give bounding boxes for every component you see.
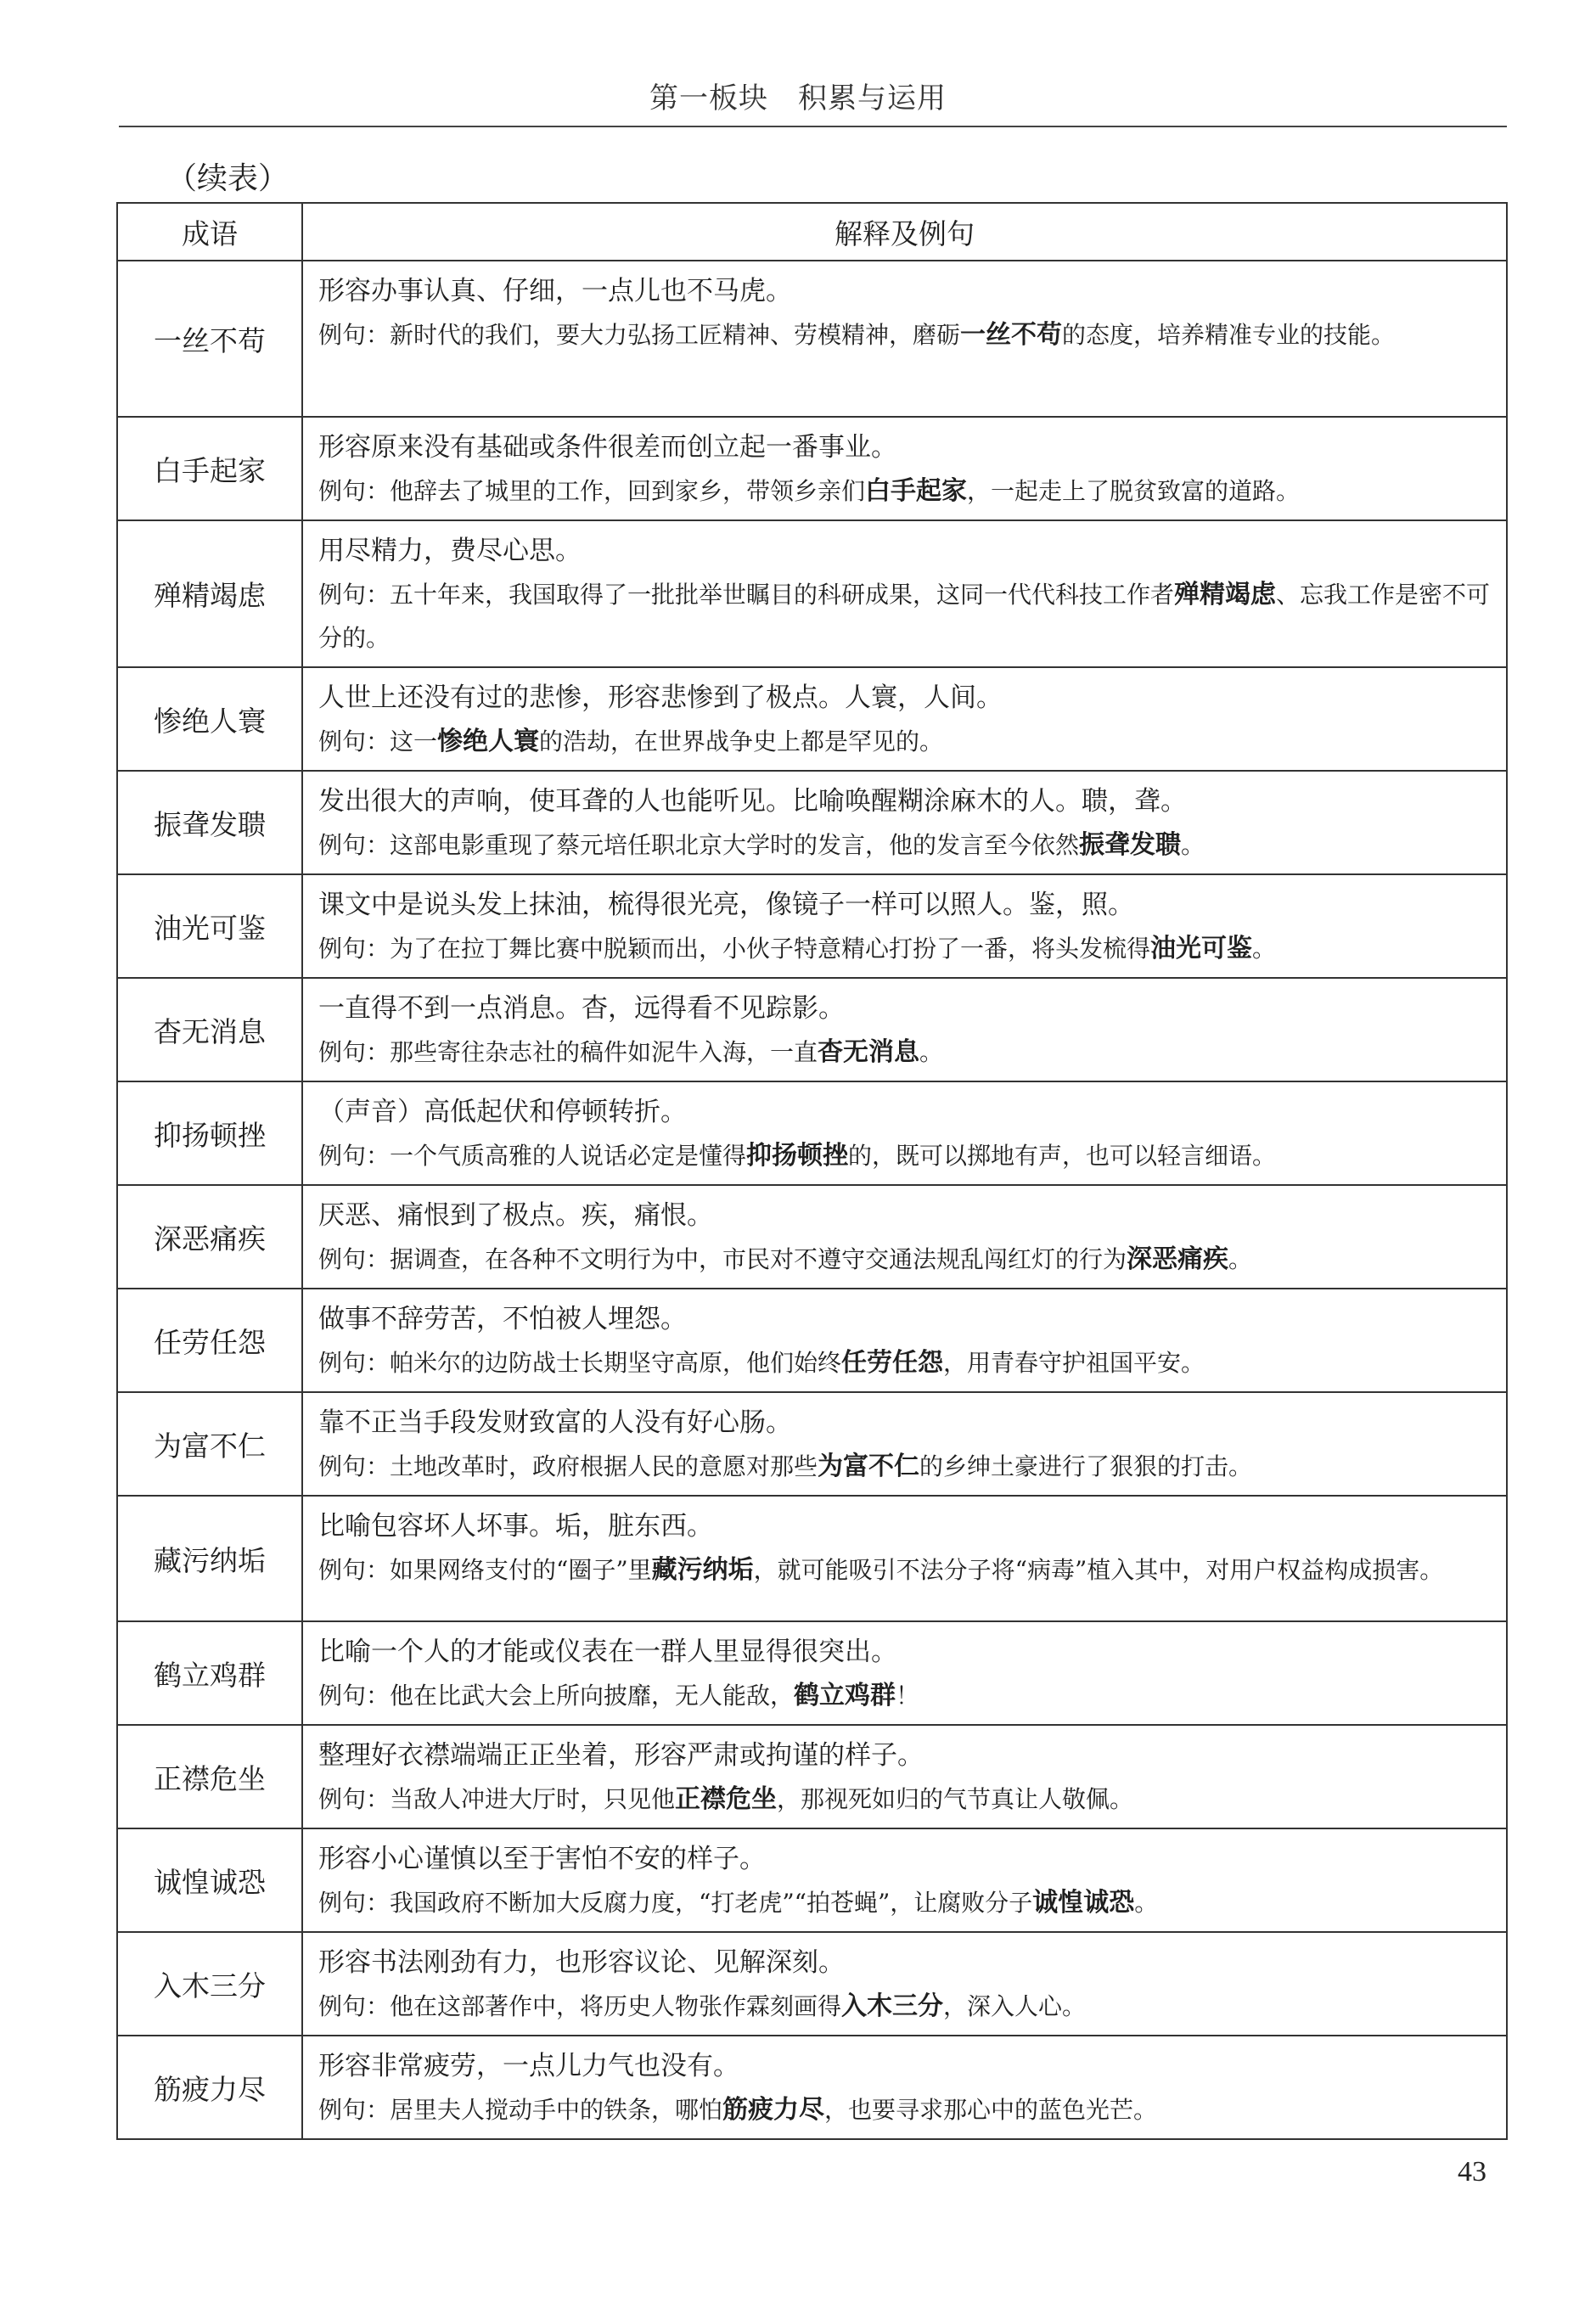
explanation-cell — [302, 1621, 1507, 1725]
example-text-after: ，就可能吸引不法分子将“病毒”植入其中，对用户权益构成损害。 — [753, 1556, 1444, 1584]
table-body — [117, 261, 1507, 2139]
table-row — [117, 1828, 1507, 1932]
example-sentence — [318, 1674, 1494, 1717]
example-sentence — [318, 1031, 1494, 1074]
meaning-text: 课文中是说头发上抹油，梳得很光亮，像镜子一样可以照人。鉴，照。 — [318, 890, 1134, 920]
explanation-cell — [302, 261, 1507, 417]
idiom-cell: 诚惶诚恐 — [117, 1828, 302, 1932]
explanation-cell — [302, 2036, 1507, 2139]
example-text-after: 的态度，培养精准专业的技能。 — [1062, 321, 1396, 349]
example-sentence — [318, 1778, 1494, 1821]
example-sentence — [318, 313, 1494, 357]
example-sentence — [318, 1341, 1494, 1384]
idiom-cell: 藏污纳垢 — [117, 1496, 302, 1621]
idiom-cell: 为富不仁 — [117, 1392, 302, 1496]
example-text-before: 例句：他在这部著作中，将历史人物张作霖刻画得 — [318, 1992, 842, 2020]
example-idiom-highlight: 鹤立鸡群 — [794, 1681, 896, 1710]
example-text-before: 例句：这部电影重现了蔡元培任职北京大学时的发言，他的发言至今依然 — [318, 831, 1080, 859]
example-sentence — [318, 1985, 1494, 2028]
example-text-before: 例句：一个气质高雅的人说话必定是懂得 — [318, 1142, 747, 1170]
meaning-text: 形容非常疲劳，一点儿力气也没有。 — [318, 2051, 739, 2081]
example-sentence — [318, 1238, 1494, 1281]
example-text-after: 的乡绅土豪进行了狠狠的打击。 — [919, 1452, 1253, 1480]
example-text-before: 例句：当敌人冲进大厅时，只见他 — [318, 1785, 676, 1813]
example-text-before: 例句：居里夫人搅动手中的铁条，哪怕 — [318, 2096, 723, 2124]
table-row — [117, 417, 1507, 520]
explanation-cell — [302, 771, 1507, 874]
example-idiom-highlight: 筋疲力尽 — [722, 2095, 825, 2125]
example-sentence — [318, 720, 1494, 763]
example-idiom-highlight: 一丝不苟 — [960, 320, 1063, 350]
example-sentence — [318, 927, 1494, 970]
example-sentence — [318, 1445, 1494, 1488]
explanation-cell — [302, 667, 1507, 771]
explanation-cell — [302, 1496, 1507, 1621]
idiom-cell: 入木三分 — [117, 1932, 302, 2036]
header-divider — [119, 126, 1507, 127]
meaning-text: 靠不正当手段发财致富的人没有好心肠。 — [318, 1407, 792, 1438]
table-row — [117, 771, 1507, 874]
idiom-cell: 深恶痛疾 — [117, 1185, 302, 1289]
example-text-before: 例句：为了在拉丁舞比赛中脱颖而出，小伙子特意精心打扮了一番，将头发梳得 — [318, 935, 1151, 963]
table-row — [117, 1185, 1507, 1289]
example-idiom-highlight: 杳无消息 — [818, 1037, 920, 1067]
explanation-cell — [302, 520, 1507, 667]
running-header: 第一板块 积累与运用 — [649, 81, 947, 115]
example-text-after: 、忘我工作是密不可分的。 — [318, 581, 1491, 652]
table-row — [117, 1081, 1507, 1185]
idiom-cell: 正襟危坐 — [117, 1725, 302, 1828]
table-row — [117, 1932, 1507, 2036]
meaning-text: 形容书法刚劲有力，也形容议论、见解深刻。 — [318, 1947, 845, 1978]
idiom-cell: 鹤立鸡群 — [117, 1621, 302, 1725]
idiom-cell: 任劳任怨 — [117, 1289, 302, 1392]
explanation-cell — [302, 1081, 1507, 1185]
example-idiom-highlight: 惨绝人寰 — [437, 727, 540, 756]
page-number: 43 — [1458, 2156, 1486, 2188]
example-text-after: ，那视死如归的气节真让人敬佩。 — [777, 1785, 1134, 1813]
column-header-explanation: 解释及例句 — [302, 203, 1507, 261]
example-idiom-highlight: 诚惶诚恐 — [1032, 1888, 1135, 1918]
example-text-after: ，也要寻求那心中的蓝色光芒。 — [824, 2096, 1158, 2124]
example-text-after: 。 — [919, 1038, 944, 1066]
example-idiom-highlight: 白手起家 — [865, 476, 968, 506]
table-row — [117, 1621, 1507, 1725]
example-text-before: 例句：如果网络支付的“圈子”里 — [318, 1556, 652, 1584]
example-text-before: 例句：我国政府不断加大反腐力度，“打老虎”“拍苍蝇”，让腐败分子 — [318, 1889, 1033, 1917]
meaning-text: 人世上还没有过的悲惨，形容悲惨到了极点。人寰，人间。 — [318, 682, 1003, 713]
idiom-cell: 抑扬顿挫 — [117, 1081, 302, 1185]
meaning-text: 形容原来没有基础或条件很差而创立起一番事业。 — [318, 432, 897, 463]
example-text-before: 例句：五十年来，我国取得了一批批举世瞩目的科研成果，这同一代代科技工作者 — [318, 581, 1175, 609]
explanation-cell — [302, 874, 1507, 978]
table-row — [117, 1392, 1507, 1496]
meaning-text: 形容小心谨慎以至于害怕不安的样子。 — [318, 1844, 766, 1874]
table-header-row — [117, 203, 1507, 261]
example-text-before: 例句：帕米尔的边防战士长期坚守高原，他们始终 — [318, 1349, 842, 1377]
idiom-cell: 杳无消息 — [117, 978, 302, 1081]
example-sentence — [318, 1134, 1494, 1177]
example-text-before: 例句：他辞去了城里的工作，回到家乡，带领乡亲们 — [318, 477, 866, 505]
example-idiom-highlight: 殚精竭虑 — [1174, 580, 1277, 609]
example-text-before: 例句：土地改革时，政府根据人民的意愿对那些 — [318, 1452, 818, 1480]
idiom-cell: 筋疲力尽 — [117, 2036, 302, 2139]
example-idiom-highlight: 任劳任怨 — [841, 1348, 944, 1378]
example-text-after: 。 — [1134, 1889, 1159, 1917]
table-row — [117, 874, 1507, 978]
table-row — [117, 978, 1507, 1081]
example-idiom-highlight: 藏污纳垢 — [651, 1555, 754, 1585]
example-idiom-highlight: 正襟危坐 — [675, 1784, 778, 1814]
idiom-cell: 振聋发聩 — [117, 771, 302, 874]
table-row — [117, 667, 1507, 771]
example-idiom-highlight: 抑扬顿挫 — [746, 1141, 849, 1171]
meaning-text: 整理好衣襟端端正正坐着，形容严肃或拘谨的样子。 — [318, 1740, 924, 1771]
idiom-cell: 一丝不苟 — [117, 261, 302, 417]
meaning-text: 一直得不到一点消息。杳，远得看不见踪影。 — [318, 993, 845, 1024]
example-text-before: 例句：这一 — [318, 727, 438, 755]
example-text-after: ，深入人心。 — [943, 1992, 1087, 2020]
example-sentence — [318, 573, 1494, 660]
example-idiom-highlight: 油光可鉴 — [1150, 934, 1253, 963]
meaning-text: 厌恶、痛恨到了极点。疾，痛恨。 — [318, 1200, 713, 1231]
table-row — [117, 520, 1507, 667]
meaning-text: 发出很大的声响，使耳聋的人也能听见。比喻唤醒糊涂麻木的人。聩，聋。 — [318, 786, 1187, 817]
example-text-after: 的浩劫，在世界战争史上都是罕见的。 — [539, 727, 944, 755]
example-sentence — [318, 469, 1494, 513]
meaning-text: 比喻包容坏人坏事。垢，脏东西。 — [318, 1511, 713, 1542]
example-text-before: 例句：据调查，在各种不文明行为中，市民对不遵守交通法规乱闯红灯的行为 — [318, 1245, 1127, 1273]
idiom-cell: 白手起家 — [117, 417, 302, 520]
example-text-after: 。 — [1181, 831, 1205, 859]
explanation-cell — [302, 1289, 1507, 1392]
example-text-after: ！ — [896, 1682, 920, 1710]
column-header-idiom: 成语 — [117, 203, 302, 261]
example-idiom-highlight: 振聋发聩 — [1079, 830, 1182, 860]
example-text-after: ，用青春守护祖国平安。 — [943, 1349, 1205, 1377]
example-sentence — [318, 823, 1494, 867]
example-text-after: 。 — [1228, 1245, 1253, 1273]
example-text-before: 例句：新时代的我们，要大力弘扬工匠精神、劳模精神，磨砺 — [318, 321, 961, 349]
idiom-cell: 油光可鉴 — [117, 874, 302, 978]
table-row — [117, 2036, 1507, 2139]
example-text-before: 例句：那些寄往杂志社的稿件如泥牛入海，一直 — [318, 1038, 818, 1066]
idiom-table — [116, 202, 1508, 2140]
example-text-after: ，一起走上了脱贫致富的道路。 — [967, 477, 1301, 505]
example-idiom-highlight: 入木三分 — [841, 1991, 944, 2021]
example-text-before: 例句：他在比武大会上所向披靡，无人能敌， — [318, 1682, 795, 1710]
explanation-cell — [302, 417, 1507, 520]
example-text-after: 的，既可以掷地有声，也可以轻言细语。 — [848, 1142, 1277, 1170]
example-sentence — [318, 1881, 1494, 1924]
table-row — [117, 1289, 1507, 1392]
explanation-cell — [302, 1828, 1507, 1932]
example-idiom-highlight: 深恶痛疾 — [1127, 1244, 1229, 1274]
explanation-cell — [302, 1725, 1507, 1828]
table-row — [117, 1496, 1507, 1621]
meaning-text: 做事不辞劳苦，不怕被人埋怨。 — [318, 1304, 687, 1334]
example-sentence — [318, 1548, 1494, 1592]
meaning-text: 形容办事认真、仔细，一点儿也不马虎。 — [318, 276, 792, 306]
continued-label: （续表） — [166, 161, 289, 196]
explanation-cell — [302, 1185, 1507, 1289]
table-row — [117, 261, 1507, 417]
example-idiom-highlight: 为富不仁 — [818, 1452, 920, 1481]
explanation-cell — [302, 978, 1507, 1081]
example-sentence — [318, 2088, 1494, 2131]
explanation-cell — [302, 1392, 1507, 1496]
meaning-text: （声音）高低起伏和停顿转折。 — [318, 1097, 687, 1127]
example-text-after: 。 — [1252, 935, 1277, 963]
table-row — [117, 1725, 1507, 1828]
explanation-cell — [302, 1932, 1507, 2036]
meaning-text: 比喻一个人的才能或仪表在一群人里显得很突出。 — [318, 1637, 897, 1667]
idiom-cell: 殚精竭虑 — [117, 520, 302, 667]
meaning-text: 用尽精力，费尽心思。 — [318, 536, 582, 566]
idiom-cell: 惨绝人寰 — [117, 667, 302, 771]
